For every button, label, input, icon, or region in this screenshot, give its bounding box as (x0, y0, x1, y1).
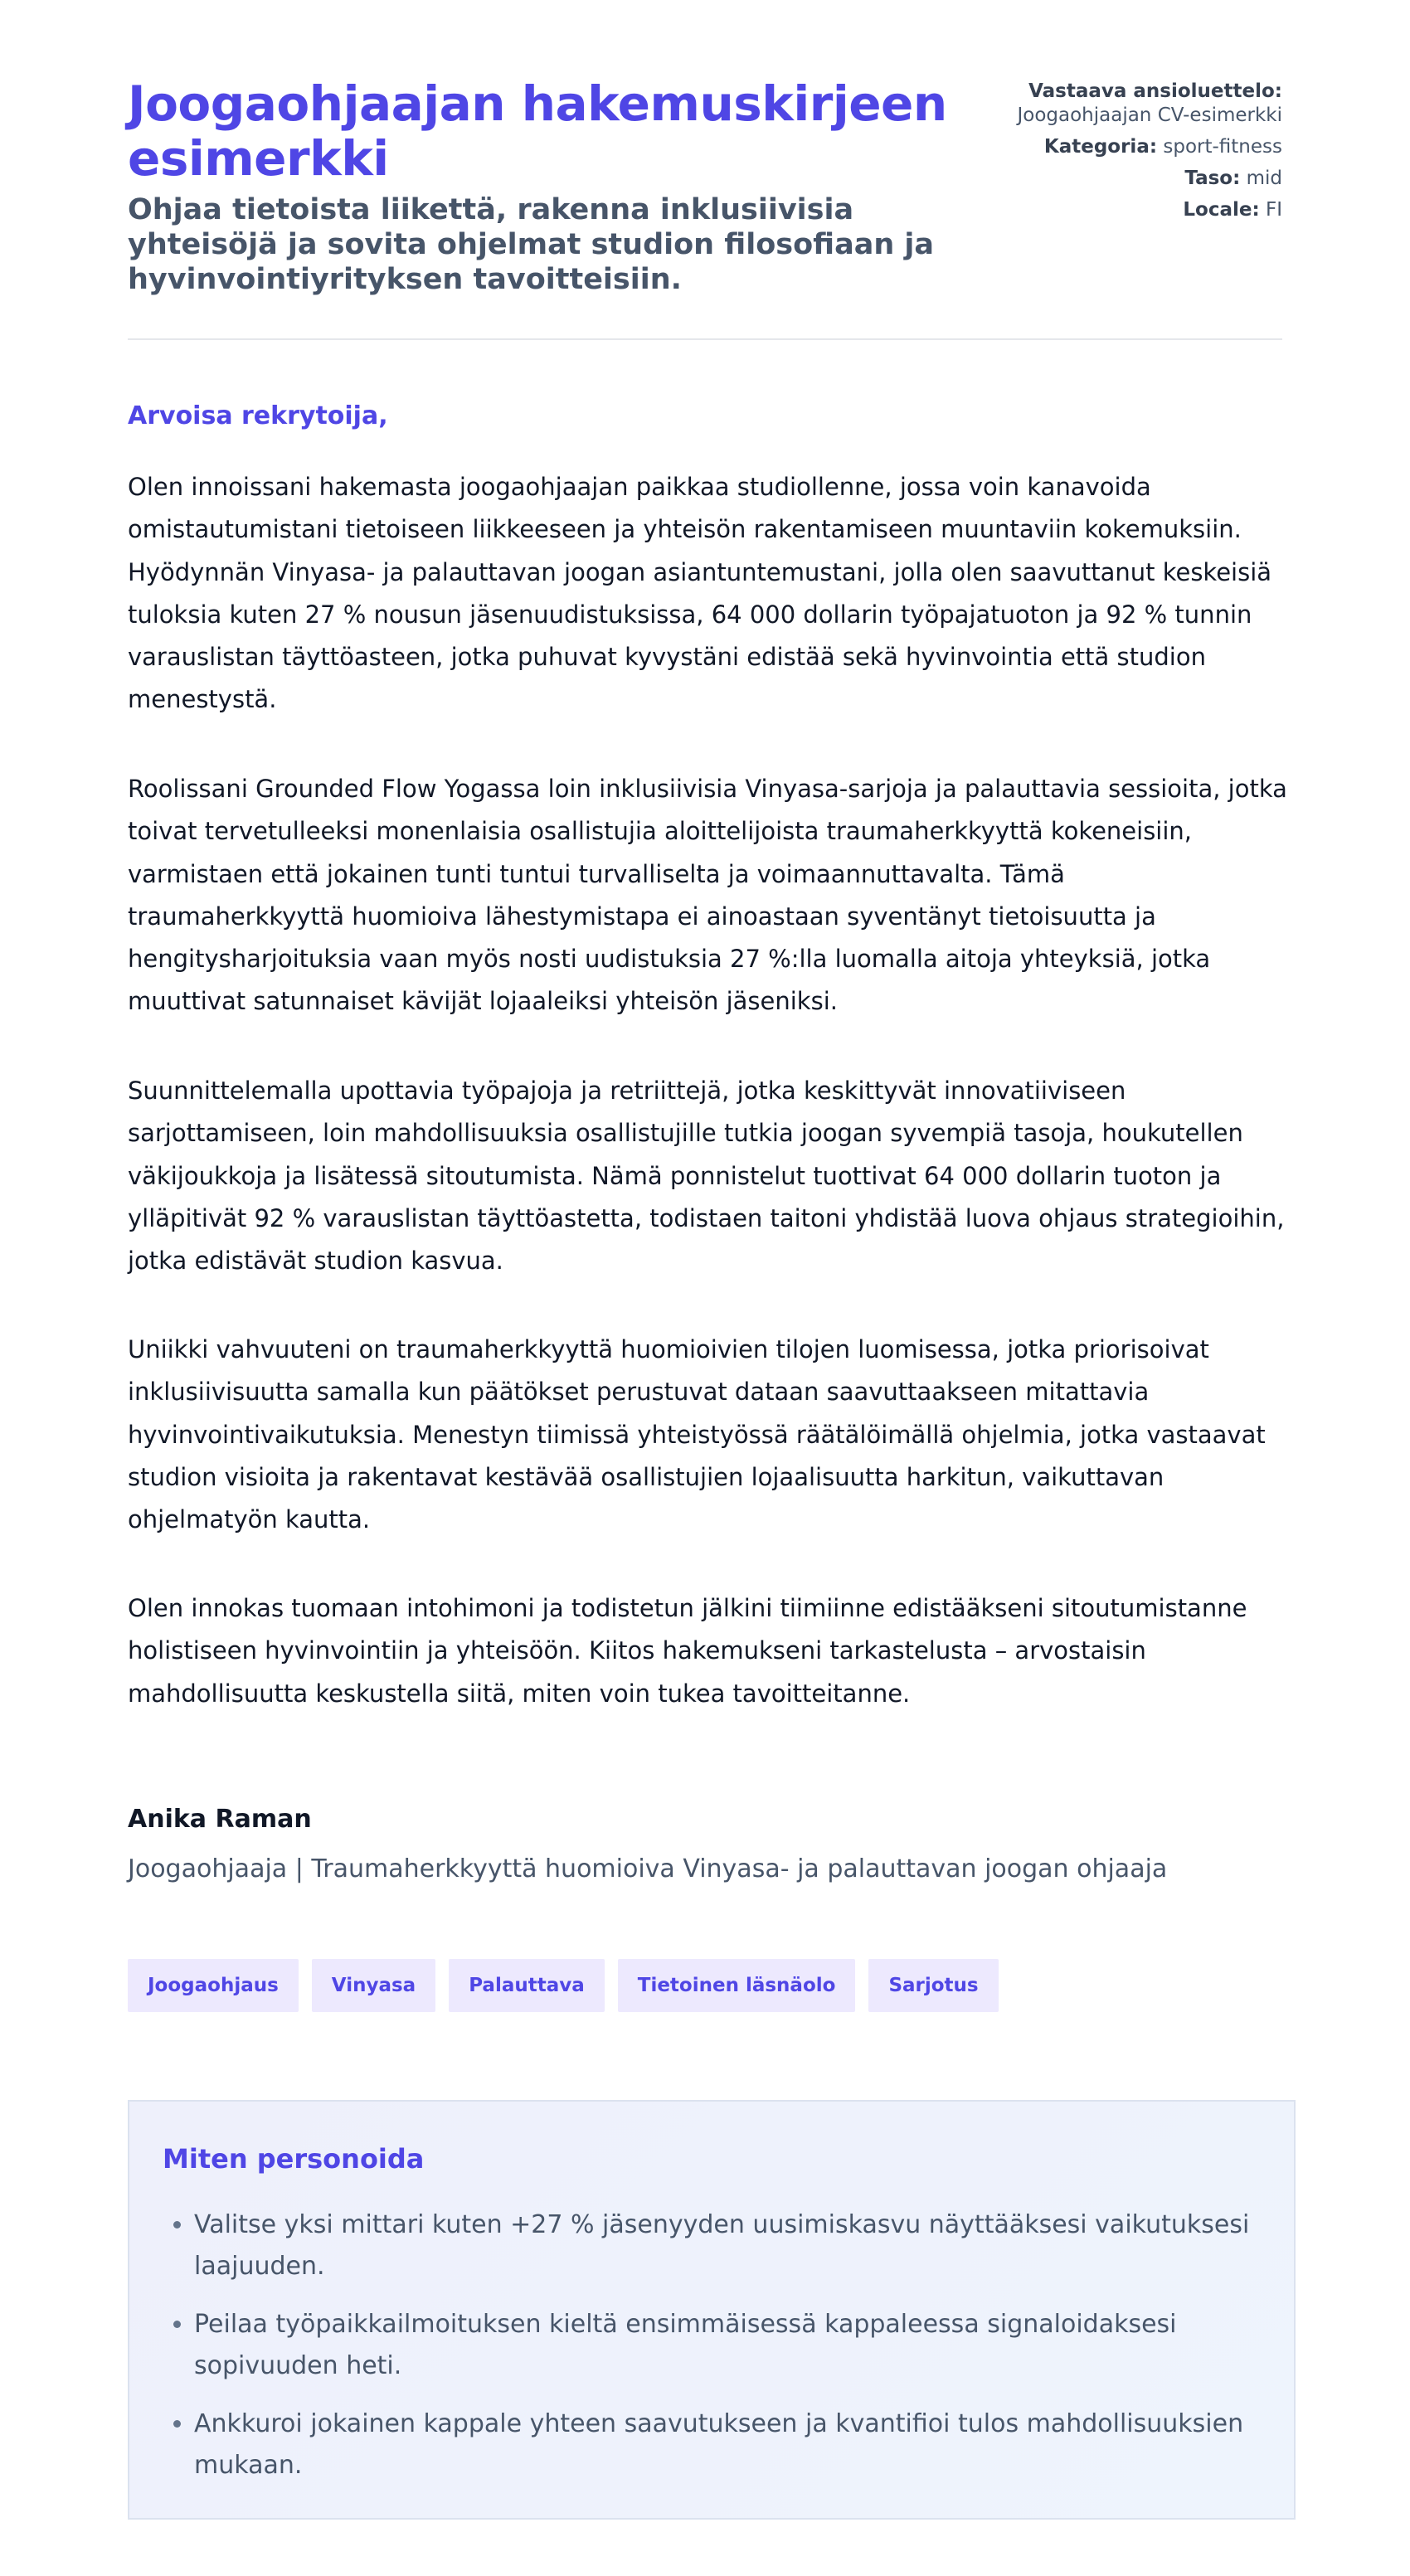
tip-item: • Peilaa työpaikkailmoituksen kieltä ensimmäisessä kappaleessa signaloidaksesi sopivuuden heti. (194, 2304, 1261, 2387)
meta-level-label: Taso: (1184, 168, 1241, 189)
meta-level-value: mid (1246, 168, 1282, 189)
tag-sarjotus: Sarjotus (868, 1959, 998, 2012)
tip-item: • Ankkuroi jokainen kappale yhteen saavutukseen ja kvantifioi tulos mahdollisuuksien mukaan. (194, 2403, 1261, 2486)
meta-level (1017, 167, 1282, 191)
meta-category-value: sport-fitness (1163, 136, 1282, 158)
tips-title: Miten personoida (163, 2143, 425, 2175)
meta-locale-value: FI (1265, 199, 1282, 221)
page-header (128, 0, 1282, 340)
signature-name: Anika Raman (128, 1805, 312, 1834)
letter-paragraph-1: Olen innoissani hakemasta joogaohjaajan paikkaa studiollenne, jossa voin kanavoida omistautumistani tietoiseen liikkeeseen ja yhteisön rakentamiseen muuntaviin kokemuksiin. Hyödynnän Vinyasa- ja palauttavan joogan asiantuntemustani, jolla olen saavuttanut keskeisiä tuloksia kuten 27 % nousun jäsenuudistuksissa, 64 000 dollarin työpajatuoton ja 92 % tunnin varauslistan täyttöasteen, jotka puhuvat kyvystäni edistää sekä hyvinvointia että studion menestystä. (128, 473, 1272, 714)
letter-greeting: Arvoisa rekrytoija, (128, 401, 388, 430)
meta-locale-label: Locale: (1183, 199, 1260, 221)
letter-paragraph-5: Olen innokas tuomaan intohimoni ja todistetun jälkini tiimiinne edistääkseni sitoutumistanne holistiseen hyvinvointiin ja yhteisöön. Kiitos hakemukseni tarkastelusta – arvostaisin mahdollisuutta keskustella siitä, miten voin tukea tavoitteitanne. (128, 1594, 1247, 1708)
signature-role: Joogaohjaaja | Traumaherkkyyttä huomioiva Vinyasa- ja palauttavan joogan ohjaaja (128, 1854, 1168, 1883)
tag-tietoinen-lasnaolo: Tietoinen läsnäolo (618, 1959, 856, 2012)
tag-joogaohjaus: Joogaohjaus (128, 1959, 299, 2012)
page-title: Joogaohjaajan hakemuskirjeen esimerkki (128, 75, 947, 187)
tip-item: • Valitse yksi mittari kuten +27 % jäsenyyden uusimiskasvu näyttääksesi vaikutuksesi laajuuden. (194, 2204, 1261, 2287)
letter-paragraph-3: Suunnittelemalla upottavia työpajoja ja retriittejä, jotka keskittyvät innovatiiviseen sarjottamiseen, loin mahdollisuuksia osallistujille tutkia joogan syvempiä tasoja, houkutellen väkijoukkoja ja lisätessä sitoutumista. Nämä ponnistelut tuottivat 64 000 dollarin tuoton ja ylläpitivät 92 % varauslistan täyttöastetta, todistaen taitoni yhdistää luova ohjaus strategioihin, jotka edistävät studion kasvua. (128, 1077, 1285, 1276)
tag-vinyasa: Vinyasa (312, 1959, 435, 2012)
tips-list (163, 2204, 1261, 2486)
tag-palauttava: Palauttava (449, 1959, 605, 2012)
personalization-tips-box (128, 2100, 1296, 2520)
meta-resume (1017, 80, 1282, 128)
letter-paragraph-2: Roolissani Grounded Flow Yogassa loin inklusiivisia Vinyasa-sarjoja ja palauttavia sessioita, jotka toivat tervetulleeksi monenlaisia osallistujia aloittelijoista traumaherkkyyttä kokeneisiin, varmistaen että jokainen tunti tuntui turvalliselta ja voimaannuttavalta. Tämä traumaherkkyyttä huomioiva lähestymistapa ei ainoastaan syventänyt tietoisuutta ja hengitysharjoituksia vaan myös nosti uudistuksia 27 %:lla luomalla aitoja yhteyksiä, jotka muuttivat satunnaiset kävijät lojaaleiksi yhteisön jäseniksi. (128, 775, 1287, 1016)
meta-resume-label: Vastaava ansioluettelo: (1028, 80, 1282, 102)
meta-category-label: Kategoria: (1043, 136, 1158, 158)
meta-category (1017, 135, 1282, 159)
meta-resume-value: Joogaohjaajan CV-esimerkki (1017, 104, 1282, 126)
meta-panel (1017, 80, 1282, 230)
meta-locale (1017, 198, 1282, 222)
letter-paragraph-4: Uniikki vahvuuteni on traumaherkkyyttä huomioivien tilojen luomisessa, jotka priorisoivat inklusiivisuutta samalla kun päätökset perustuvat dataan saavuttaakseen mitattavia hyvinvointivaikutuksia. Menestyn tiimissä yhteistyössä räätälöimällä ohjelmia, jotka vastaavat studion visioita ja rakentavat kestävää osallistujien lojaalisuutta harkitun, vaikuttavan ohjelmatyön kautta. (128, 1335, 1266, 1534)
page-subtitle: Ohjaa tietoista liikettä, rakenna inklusiivisia yhteisöjä ja sovita ohjelmat studion filosofiaan ja hyvinvointiyrityksen tavoitteisiin. (128, 193, 935, 296)
skill-tags (128, 1959, 999, 2012)
